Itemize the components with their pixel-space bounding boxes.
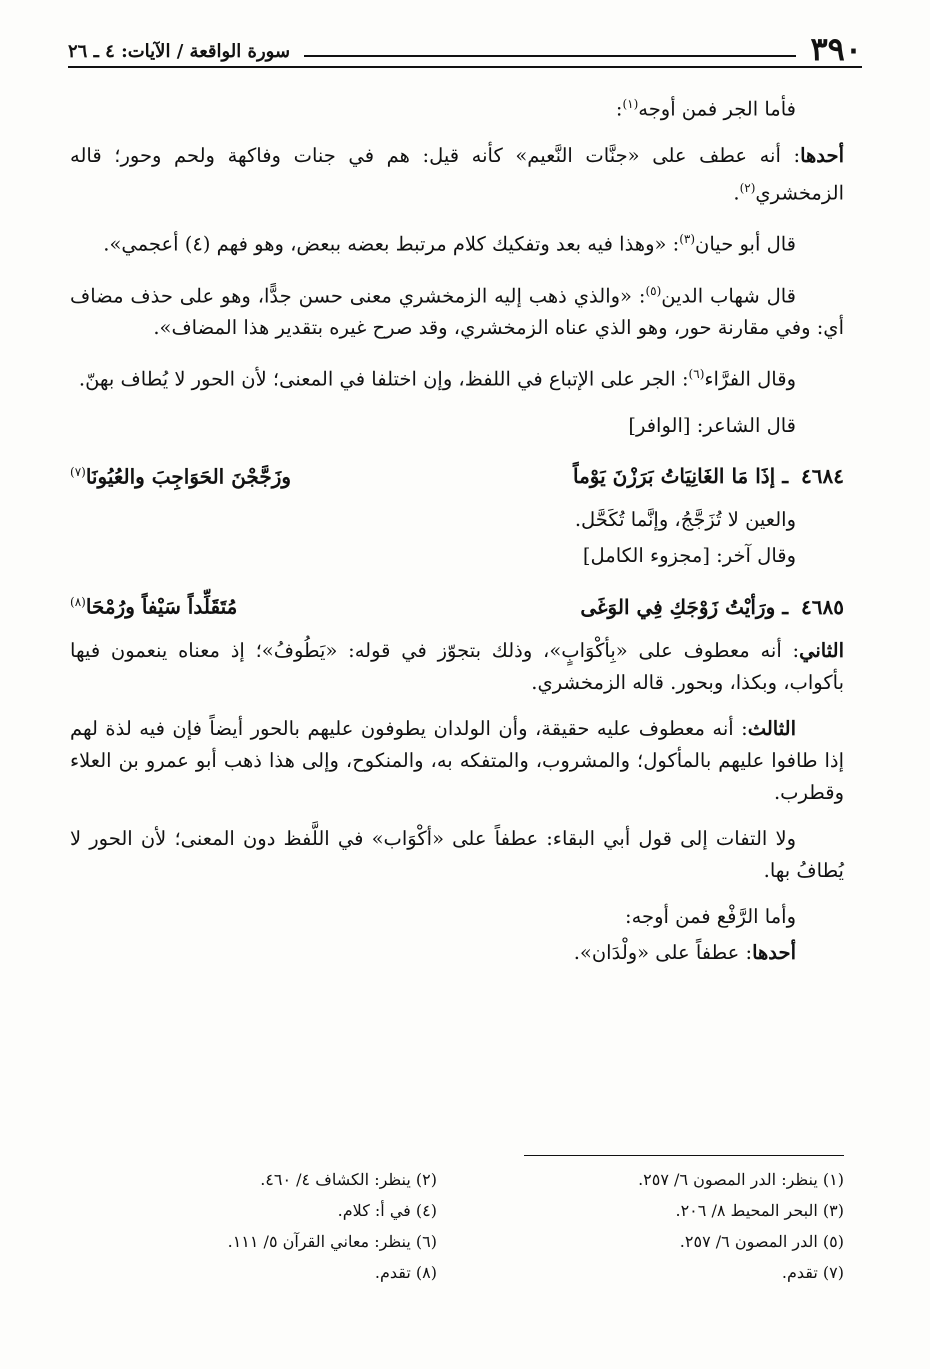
footnote: (١) ينظر: الدر المصون ٦/ ٢٥٧.	[638, 1170, 844, 1189]
section-label: أحدها	[752, 940, 796, 964]
paragraph: قال أبو حيان$^{(٣)}$: «وهذا فيه بعد وتفكيك كلام مرتبط بعضه ببعض، وهو فهم (٤) أعجمي».	[103, 232, 796, 256]
footnote: (٣) البحر المحيط ٨/ ٢٠٦.	[675, 1201, 844, 1220]
footnote: (٨) تقدم.	[374, 1263, 437, 1282]
footnote-ref: (٧)	[70, 464, 86, 479]
paragraph: وقال الفرَّاء$^{(٦)}$: الجر على الإتباع في اللفظ، وإن اختلفا في المعنى؛ لأن الحور لا يُطاف بهنّ.	[78, 367, 796, 391]
footnote: (٦) ينظر: معاني القرآن ٥/ ١١١.	[227, 1232, 437, 1251]
section-label: الثاني	[799, 638, 844, 662]
paragraph: فأما الجر فمن أوجه$^{(١)}$:	[615, 97, 796, 121]
page-number: ٣٩٠	[810, 30, 862, 68]
paragraph: وأما الرَّفْع فمن أوجه:	[625, 904, 796, 928]
footnote: (٢) ينظر: الكشاف ٤/ ٤٦٠.	[260, 1170, 437, 1189]
paragraph: أحدها: أنه عطف على «جنَّات النَّعيم» كأنه قيل: هم في جنات وفاكهة ولحم وحور؛ قاله الزمخشري$^{(٢)}$.	[70, 143, 844, 204]
footnote-ref: (٥)	[645, 283, 662, 298]
paragraph: الثاني: أنه معطوف على «بِأكْوَابٍ»، وذلك بتجوّز في قوله: «يَطُوفُ»؛ إذ معناه ينعمون فيها بأكواب، وبكذا، وبحور. قاله الزمخشري.	[70, 638, 844, 694]
footnote-ref: (١)	[622, 97, 639, 111]
verse-first-half: إذَا مَا الغَانِيَاتُ بَرَزْنَ يَوْماً	[572, 464, 776, 489]
footnote-ref: (٨)	[70, 595, 86, 610]
footnote-separator	[524, 1155, 844, 1156]
verse-second-half: مُتَقَلِّداً سَيْفاً ورُمْحَا	[85, 594, 238, 619]
verse-first-half: ورَأيْتُ زَوْجَكِ فِي الوَغَى	[580, 594, 776, 619]
section-label: الثالث	[747, 716, 796, 740]
footnote-ref: (٣)	[679, 232, 696, 246]
verse-number: ٤٦٨٤	[801, 464, 844, 489]
footnote: (٧) تقدم.	[781, 1263, 844, 1282]
paragraph: أحدها: عطفاً على «ولْدَان».	[573, 940, 796, 964]
paragraph: وقال آخر: [مجزوء الكامل]	[582, 544, 796, 568]
poetry-verse: ٤٦٨٤ ـ إذَا مَا الغَانِيَاتُ بَرَزْنَ يَوْماً وزَجَّجْنَ الحَوَاجِبَ والعُيُونَا$^{(٧)}$	[70, 464, 844, 489]
footnote-ref: (٦)	[688, 367, 705, 381]
paragraph: ولا التفات إلى قول أبي البقاء: عطفاً على «أكْوَاب» في اللَّفظ دون المعنى؛ لأن الحور لا يُطافُ بها.	[70, 826, 844, 882]
poetry-verse: ٤٦٨٥ ـ ورَأيْتُ زَوْجَكِ فِي الوَغَى مُتَقَلِّداً سَيْفاً ورُمْحَا$^{(٨)}$	[70, 594, 844, 619]
verse-number: ٤٦٨٥	[801, 594, 844, 619]
paragraph: والعين لا تُزَجَّجُ، وإنَّما تُكَحَّل.	[574, 508, 796, 532]
header-rule	[304, 55, 796, 57]
paragraph: الثالث: أنه معطوف عليه حقيقة، وأن الولدان يطوفون عليهم بالحور أيضاً فإن فيه لذة لهم إذا طافوا عليهم بالمأكول؛ والمشروب، والمتفكه به، والمنكوح، وإلى هذا ذهب أبو عمرو بن العلاء وقطرب.	[70, 716, 844, 804]
footnotes	[70, 1164, 844, 1288]
paragraph: قال شهاب الدين$^{(٥)}$: «والذي ذهب إليه الزمخشري معنى حسن جدًّا، وهو على حذف مضاف أي: وفي مقارنة حور، وهو الذي عناه الزمخشري، وقد صرح غيره بتقدير هذا المضاف».	[70, 283, 844, 339]
footnote-ref: (٢)	[739, 180, 756, 195]
verse-second-half: وزَجَّجْنَ الحَوَاجِبَ والعُيُونَا	[85, 464, 292, 489]
footnote: (٤) في أ: كلام.	[337, 1201, 437, 1220]
paragraph: قال الشاعر: [الوافر]	[628, 413, 796, 437]
running-title: سورة الواقعة / الآيات: ٤ ـ ٢٦	[68, 41, 291, 62]
section-label: أحدها	[800, 143, 844, 167]
page-header	[68, 28, 862, 68]
page-body	[70, 88, 844, 983]
footnote: (٥) الدر المصون ٦/ ٢٥٧.	[679, 1232, 844, 1251]
